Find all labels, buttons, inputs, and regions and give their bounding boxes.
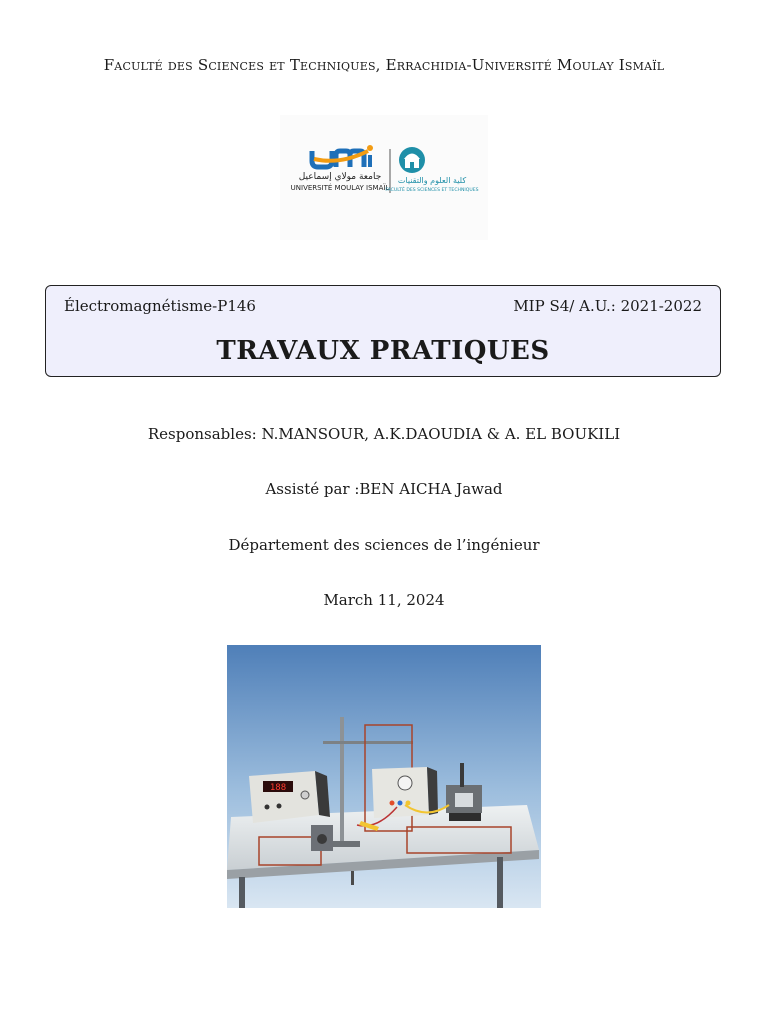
title-box xyxy=(45,285,721,377)
responsables-line: Responsables: N.MANSOUR, A.K.DAOUDIA & A. EL BOUKILI xyxy=(147,425,621,443)
faculty-header: Faculté des Sciences et Techniques, Errachidia-Université Moulay Ismaïl xyxy=(103,56,665,74)
academic-year: MIP S4/ A.U.: 2021-2022 xyxy=(513,297,702,315)
department-line: Département des sciences de l’ingénieur xyxy=(228,536,540,554)
logo-arabic-faculty: كلية العلوم والتقنيات xyxy=(397,176,467,185)
umi-logo-mark xyxy=(312,145,373,167)
fst-emblem-icon xyxy=(399,147,425,173)
university-logo xyxy=(280,115,488,240)
power-supply-icon xyxy=(372,767,438,818)
page-title: TRAVAUX PRATIQUES xyxy=(216,336,550,366)
logo-arabic-university: جامعة مولاي إسماعيل xyxy=(298,172,382,182)
date-line: March 11, 2024 xyxy=(323,591,445,609)
meter-readout: 188 xyxy=(269,783,287,793)
course-code: Électromagnétisme-P146 xyxy=(64,297,256,315)
logo-latin-faculty: FACULTÉ DES SCIENCES ET TECHNIQUES xyxy=(385,188,479,193)
assistant-line: Assisté par :BEN AICHA Jawad xyxy=(265,480,503,498)
logo-latin-university: UNIVERSITÉ MOULAY ISMAÏL xyxy=(290,184,390,192)
lab-equipment-photo xyxy=(227,645,541,908)
